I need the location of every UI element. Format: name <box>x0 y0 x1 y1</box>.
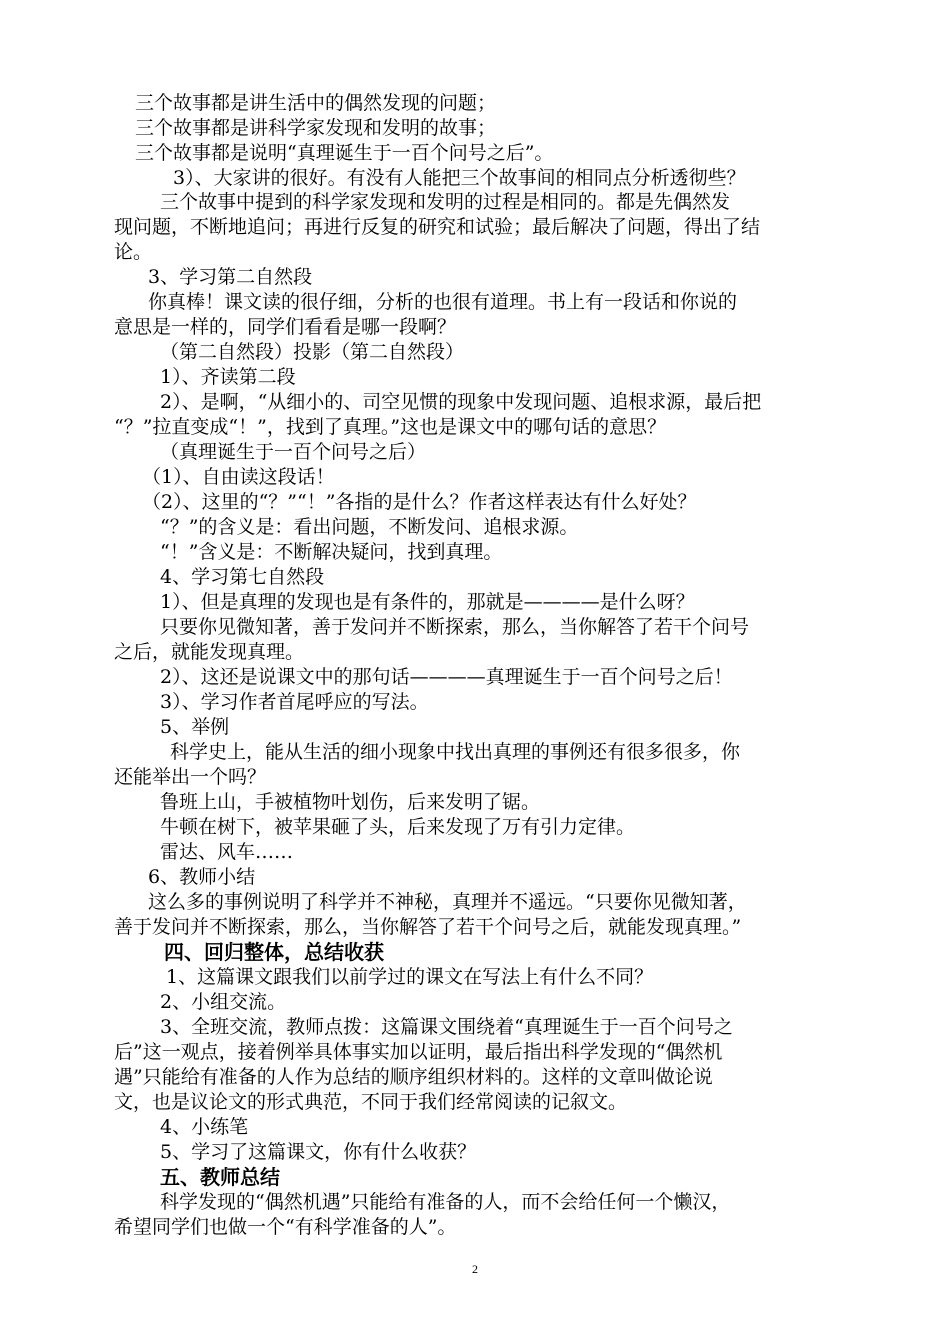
text-line: 还能举出一个吗？ <box>114 766 267 788</box>
section-heading: 4、学习第七自然段 <box>160 566 325 588</box>
text-line: 3）、大家讲的很好。有没有人能把三个故事间的相同点分析透彻些？ <box>173 167 746 189</box>
text-line: 论。 <box>114 241 153 263</box>
text-line: 科学史上，能从生活的细小现象中找出真理的事例还有很多很多，你 <box>170 741 741 763</box>
text-line: 只要你见微知著，善于发问并不断探索，那么，当你解答了若干个问号 <box>160 616 750 638</box>
text-line: 1、这篇课文跟我们以前学过的课文在写法上有什么不同？ <box>166 966 654 988</box>
text-line: 3）、学习作者首尾呼应的写法。 <box>160 691 429 713</box>
text-line: 牛顿在树下，被苹果砸了头，后来发现了万有引力定律。 <box>160 816 636 838</box>
text-line: 三个故事中提到的科学家发现和发明的过程是相同的。都是先偶然发 <box>160 191 731 213</box>
text-line: 意思是一样的，同学们看看是哪一段啊？ <box>114 316 457 338</box>
text-line: 之后，就能发现真理。 <box>114 641 305 663</box>
text-line: 善于发问并不断探索，那么，当你解答了若干个问号之后，就能发现真理。” <box>114 916 742 938</box>
text-line: 2）、是啊，“从细小的、司空见惯的现象中发现问题、追根求源，最后把 <box>160 391 762 413</box>
text-line: “！”含义是：不断解决疑问，找到真理。 <box>160 541 503 563</box>
part-heading: 五、教师总结 <box>160 1165 280 1189</box>
text-line: 雷达、风车…… <box>160 841 294 863</box>
text-line: （2）、这里的“？”“！”各指的是什么？作者这样表达有什么好处？ <box>142 491 697 513</box>
section-heading: 5、举例 <box>160 716 230 738</box>
text-line: （1）、自由读这段话！ <box>142 466 335 488</box>
text-line: 2、小组交流。 <box>160 991 287 1013</box>
page-number: 2 <box>472 1262 478 1276</box>
text-line: 这么多的事例说明了科学并不神秘，真理并不遥远。“只要你见微知著， <box>148 891 747 913</box>
text-line: 1）、但是真理的发现也是有条件的，那就是————是什么呀？ <box>160 591 695 613</box>
text-line: 三个故事都是讲生活中的偶然发现的问题； <box>135 92 497 114</box>
text-line: （第二自然段）投影（第二自然段） <box>160 341 465 363</box>
text-line: 文，也是议论文的形式典范，不同于我们经常阅读的记叙文。 <box>114 1091 628 1113</box>
section-heading: 3、学习第二自然段 <box>148 266 313 288</box>
text-line: 现问题，不断地追问；再进行反复的研究和试验；最后解决了问题，得出了结 <box>114 216 761 238</box>
text-line: 你真棒！课文读的很仔细，分析的也很有道理。书上有一段话和你说的 <box>148 291 738 313</box>
text-line: “？”的含义是：看出问题，不断发问、追根求源。 <box>160 516 579 538</box>
text-line: 三个故事都是讲科学家发现和发明的故事； <box>135 117 497 139</box>
text-line: 5、学习了这篇课文，你有什么收获？ <box>160 1141 477 1163</box>
text-line: 4、小练笔 <box>160 1116 249 1138</box>
text-line: 遇”只能给有准备的人作为总结的顺序组织材料的。这样的文章叫做论说 <box>114 1066 713 1088</box>
text-line: （真理诞生于一百个问号之后） <box>160 441 427 463</box>
text-line: 三个故事都是说明“真理诞生于一百个问号之后”。 <box>135 142 554 164</box>
text-line: 科学发现的“偶然机遇”只能给有准备的人，而不会给任何一个懒汉， <box>160 1191 731 1213</box>
text-line: 3、全班交流，教师点拨：这篇课文围绕着“真理诞生于一百个问号之 <box>160 1016 733 1038</box>
section-heading: 6、教师小结 <box>148 866 256 888</box>
text-line: “？”拉直变成“！”，找到了真理。”这也是课文中的哪句话的意思？ <box>114 416 667 438</box>
text-line: 1）、齐读第二段 <box>160 366 296 388</box>
part-heading: 四、回归整体，总结收获 <box>164 940 384 964</box>
text-line: 后”这一观点，接着例举具体事实加以证明，最后指出科学发现的“偶然机 <box>114 1041 723 1063</box>
text-line: 希望同学们也做一个“有科学准备的人”。 <box>114 1216 457 1238</box>
text-line: 鲁班上山，手被植物叶划伤，后来发明了锯。 <box>160 791 541 813</box>
text-line: 2）、这还是说课文中的那句话————真理诞生于一百个问号之后！ <box>160 666 733 688</box>
